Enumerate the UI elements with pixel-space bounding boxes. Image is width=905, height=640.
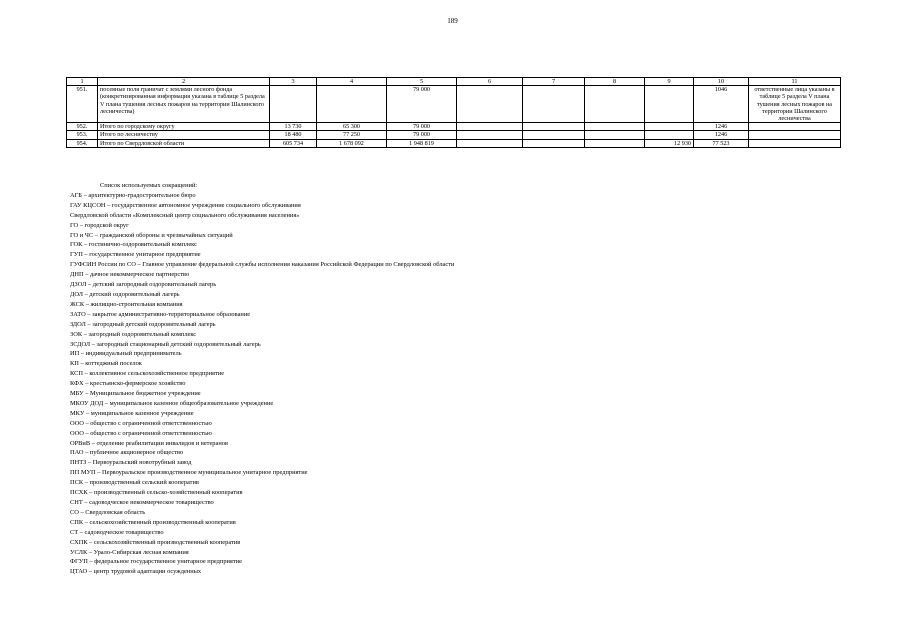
abbreviation-item: КСП – коллективное сельскохозяйственное предприятие [70,370,225,378]
abbreviation-item: ПНТЗ – Первоуральский новотрубный завод [70,459,192,467]
abbreviation-item: МКУ – муниципальное казенное учреждение [70,409,194,417]
abbreviation-item: ГО и ЧС – гражданской обороны и чрезвычайных ситуаций [70,231,233,239]
cell-col8 [585,131,645,139]
row-name: Итого по городскому округу [98,123,270,131]
abbreviation-item: СПК – сельскохозяйственный производственный кооператив [70,518,236,526]
cell-col8 [585,139,645,147]
cell-col11: ответственные лица указаны в таблице 5 раздела V плана тушения лесных пожаров на территории Шалинского лесничества [749,86,841,123]
cell-col10: 1046 [694,86,749,123]
table-header-row [67,78,841,86]
abbreviation-item: ФГУП – федеральное государственное унитарное предприятие [70,558,242,566]
cell-col7 [523,86,585,123]
abbreviation-item: ПСХК – производственный сельско-хозяйственный кооператив [70,489,243,497]
table-row [67,131,841,139]
abbreviation-item: ООО – общество с ограниченной ответственностью [70,429,212,437]
cell-col7 [523,123,585,131]
cell-col3: 13 730 [270,123,317,131]
abbreviation-item: ОРВиВ – отделение реабилитации инвалидов и ветеранов [70,439,228,447]
abbreviation-item: ГУФСИН России по СО – Главное управление федеральной службы исполнения наказания Российской Федерации по Свердловской области [70,261,455,269]
abbreviation-item: ЗСДОЛ – загородный стационарный детский оздоровительный лагерь [70,340,261,348]
row-name: посевные поля граничат с землями лесного фонда (конкретизированная информация указана в таблице 5 раздела V плана тушения лесных пожаров на территории Шалинского лесничества) [98,86,270,123]
cell-col7 [523,139,585,147]
abbreviation-item: КП – коттеджный поселок [70,360,142,368]
cell-col4: 1 678 092 [317,139,387,147]
cell-col5: 79 000 [387,131,457,139]
cell-col3: 18 480 [270,131,317,139]
cell-col4: 65 300 [317,123,387,131]
abbreviation-item: Свердловской области «Комплексный центр социального обслуживания населения» [70,211,300,219]
column-header: 11 [749,78,841,86]
cell-col6 [457,123,523,131]
abbreviation-item: СХПК – сельскохозяйственный производственный кооператив [70,538,241,546]
abbreviation-item: ЗОК – загородный оздоровительный комплекс [70,330,197,338]
abbreviation-item: ЗАТО – закрытое административно-территориальное образование [70,310,251,318]
abbreviation-item: ДОЛ – детский оздоровительный лагерь [70,290,180,298]
abbreviations-title: Список используемых сокращений: [100,182,198,189]
cell-col9 [645,86,694,123]
cell-col4: 77 250 [317,131,387,139]
column-header: 3 [270,78,317,86]
abbreviation-item: ДНП – дачное некоммерческое партнерство [70,271,190,279]
cell-col6 [457,86,523,123]
abbreviation-item: МБУ – Муниципальное бюджетное учреждение [70,390,201,398]
cell-col10: 1246 [694,131,749,139]
column-header: 9 [645,78,694,86]
abbreviation-item: ГАУ КЦСОН – государственное автономное учреждение социального обслуживания [70,201,301,209]
cell-col11 [749,131,841,139]
row-number: 954. [67,139,98,147]
cell-col9 [645,131,694,139]
cell-col3: 605 734 [270,139,317,147]
column-header: 7 [523,78,585,86]
column-header: 6 [457,78,523,86]
abbreviation-item: КФХ – крестьянско-фермерское хозяйство [70,380,186,388]
column-header: 5 [387,78,457,86]
abbreviation-item: СО – Свердловская область [70,508,146,516]
page-number: 189 [447,17,458,25]
abbreviation-item: ЦТАО – центр трудовой адаптации осужденных [70,568,202,576]
column-header: 2 [98,78,270,86]
cell-col6 [457,131,523,139]
abbreviation-item: ГУП – государственное унитарное предприятие [70,251,201,259]
table-row [67,86,841,123]
abbreviation-item: СНТ – садоводческое некоммерческое товарищество [70,499,214,506]
cell-col4 [317,86,387,123]
cell-col10: 77 523 [694,139,749,147]
abbreviation-item: ПСК – производственный сельский кооператив [70,479,199,487]
column-header: 8 [585,78,645,86]
abbreviation-item: УСЛК – Урало-Сибирская лесная компания [70,548,189,556]
abbreviation-item: ЖСК – жилищно-строительная компания [70,300,183,308]
row-name: Итого по Свердловской области [98,139,270,147]
column-header: 10 [694,78,749,86]
abbreviation-item: ГОК – гостинично-оздоровительный комплекс [70,241,197,249]
cell-col5: 1 948 819 [387,139,457,147]
column-header: 4 [317,78,387,86]
abbreviation-item: ПАО – публичное акционерное общество [70,449,184,457]
fire-data-table [66,77,841,148]
cell-col5: 79 000 [387,86,457,123]
column-header: 1 [67,78,98,86]
abbreviation-item: АГБ – архитектурно-градостроительное бюро [70,191,196,199]
table-row [67,139,841,147]
abbreviation-item: ПП МУП – Первоуральское производственное муниципальное унитарное предприятие [70,469,308,477]
cell-col11 [749,139,841,147]
row-number: 953. [67,131,98,139]
cell-col8 [585,123,645,131]
cell-col9: 12 930 [645,139,694,147]
cell-col10: 1246 [694,123,749,131]
cell-col7 [523,131,585,139]
row-number: 951. [67,86,98,123]
cell-col9 [645,123,694,131]
cell-col6 [457,139,523,147]
abbreviation-item: ООО – общество с ограниченной ответственностью [70,419,212,427]
abbreviation-item: ДЗОЛ – детский загородный оздоровительный лагерь [70,281,217,289]
abbreviation-item: СТ – садоводческое товарищество [70,528,164,536]
abbreviations-list [70,181,770,577]
cell-col11 [749,123,841,131]
cell-col8 [585,86,645,123]
cell-col3 [270,86,317,123]
cell-col5: 79 000 [387,123,457,131]
abbreviation-item: МКОУ ДОД – муниципальное казенное общеобразовательное учреждение [70,399,274,407]
abbreviation-item: ГО – городской округ [70,221,129,229]
table-row [67,123,841,131]
row-number: 952. [67,123,98,131]
abbreviation-item: ЗДОЛ – загородный детский оздоровительный лагерь [70,320,216,328]
abbreviation-item: ИП – индивидуальный предприниматель [70,350,182,358]
row-name: Итого по лесничеству [98,131,270,139]
